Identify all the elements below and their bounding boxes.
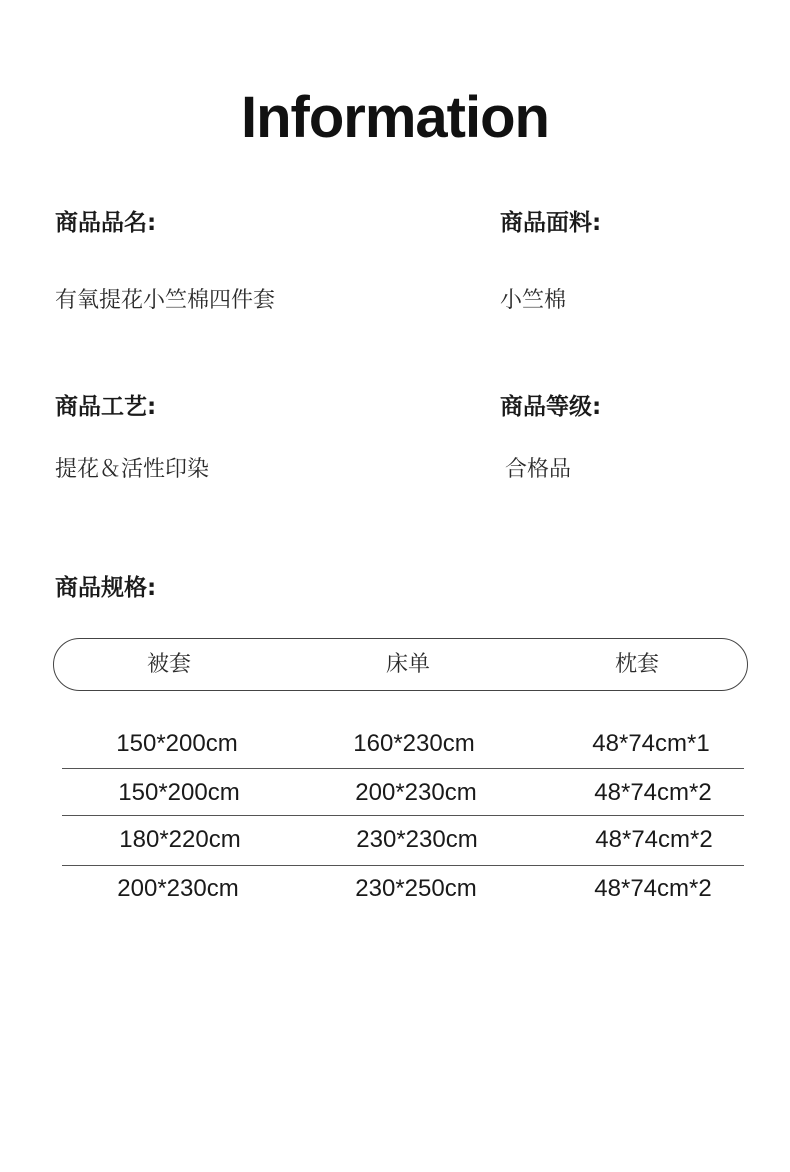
header-pillowcase: 枕套 <box>614 652 659 677</box>
page-title: Information <box>241 85 549 150</box>
table-cell: 150*200cm <box>118 779 240 806</box>
table-cell: 200*230cm <box>117 875 239 902</box>
row-divider <box>62 865 744 866</box>
fabric-value: 小竺棉 <box>500 288 567 313</box>
table-cell: 200*230cm <box>355 779 477 806</box>
table-cell: 48*74cm*1 <box>592 730 710 757</box>
header-bed-sheet: 床单 <box>385 652 430 677</box>
table-cell: 150*200cm <box>116 730 238 757</box>
table-cell: 48*74cm*2 <box>594 779 712 806</box>
table-cell: 230*230cm <box>356 826 478 853</box>
table-cell: 160*230cm <box>353 730 475 757</box>
grade-value: 合格品 <box>505 457 572 482</box>
table-cell: 48*74cm*2 <box>595 826 713 853</box>
row-divider <box>62 815 744 816</box>
fabric-label: 商品面料: <box>500 210 602 236</box>
product-name-label: 商品品名: <box>55 210 157 236</box>
spec-label: 商品规格: <box>55 575 157 601</box>
header-duvet-cover: 被套 <box>146 652 191 677</box>
row-divider <box>62 768 744 769</box>
product-name-value: 有氧提花小竺棉四件套 <box>55 288 276 313</box>
table-cell: 48*74cm*2 <box>594 875 712 902</box>
table-cell: 180*220cm <box>119 826 241 853</box>
craft-label: 商品工艺: <box>55 394 157 420</box>
table-cell: 230*250cm <box>355 875 477 902</box>
grade-label: 商品等级: <box>500 394 602 420</box>
craft-value: 提花＆活性印染 <box>55 457 210 482</box>
